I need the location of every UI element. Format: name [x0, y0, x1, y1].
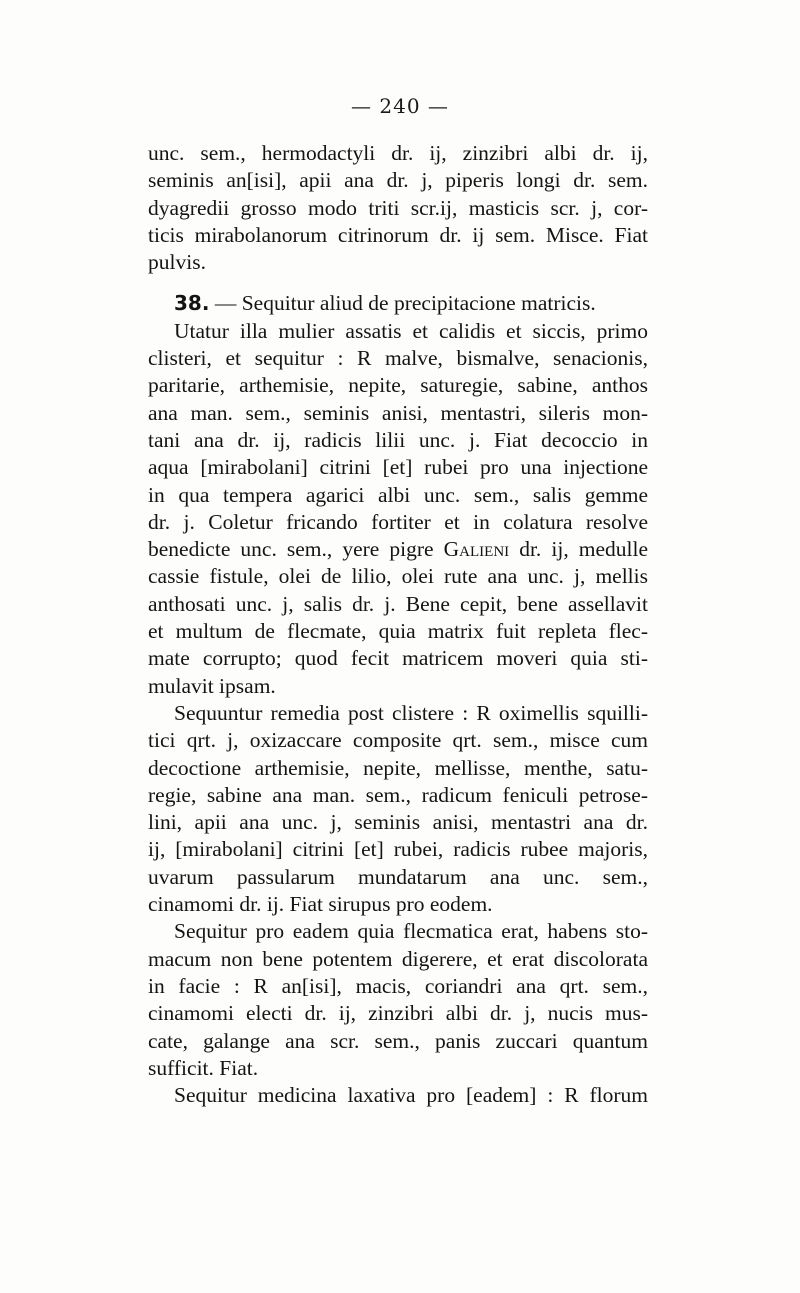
- text-line: cassie fistule, olei de lilio, olei rute ana unc. j, mellis: [148, 564, 648, 589]
- text-line: regie, sabine ana man. sem., radicum feniculi petrose-: [148, 782, 648, 807]
- text-line: mate corrupto; quod fecit matricem moveri quia sti-: [148, 646, 648, 671]
- page-number: — 240 —: [351, 94, 449, 118]
- paragraph-gap: [148, 276, 648, 290]
- text-line: Sequitur pro eadem quia flecmatica erat, habens sto-: [174, 919, 648, 944]
- text-line: pulvis.: [148, 250, 206, 275]
- paragraph-5: [148, 918, 648, 1082]
- text-line: Utatur illa mulier assatis et calidis et siccis, primo: [174, 318, 648, 343]
- text-segment: benedicte unc. sem., yere pigre: [148, 537, 434, 562]
- text-line: et multum de flecmate, quia matrix fuit repleta flec-: [148, 619, 648, 644]
- page-body: [148, 140, 648, 1109]
- section-heading-line: [148, 290, 648, 317]
- text-line: paritarie, arthemisie, nepite, saturegie, sabine, anthos: [148, 373, 648, 398]
- section-number: 38.: [174, 291, 210, 316]
- author-name: Galieni: [443, 537, 510, 562]
- text-line: ticis mirabolanorum citrinorum dr. ij sem. Misce. Fiat: [148, 222, 648, 247]
- paragraph-3: [148, 318, 648, 700]
- text-line: cate, galange ana scr. sem., panis zuccari quantum: [148, 1028, 648, 1053]
- text-line: sufficit. Fiat.: [148, 1055, 259, 1080]
- section-heading-text: — Sequitur aliud de precipitacione matricis.: [209, 291, 596, 316]
- text-line: macum non bene potentem digerere, et erat discolorata: [148, 946, 648, 971]
- text-line: lini, apii ana unc. j, seminis anisi, mentastri ana dr.: [148, 810, 648, 835]
- text-line: aqua [mirabolani] citrini [et] rubei pro una injectione: [148, 455, 648, 480]
- text-line: Sequitur medicina laxativa pro [eadem] : R florum: [174, 1083, 648, 1108]
- text-line: unc. sem., hermodactyli dr. ij, zinzibri albi dr. ij,: [148, 141, 648, 165]
- text-line: in qua tempera agarici albi unc. sem., salis gemme: [148, 482, 648, 507]
- paragraph-1: [148, 140, 648, 276]
- text-line: dyagredii grosso modo triti scr.ij, masticis scr. j, cor-: [148, 195, 648, 220]
- text-line: tici qrt. j, oxizaccare composite qrt. sem., misce cum: [148, 728, 648, 753]
- text-line: dr. j. Coletur fricando fortiter et in colatura resolve: [148, 509, 648, 534]
- text-segment: dr. ij, medulle: [509, 537, 649, 562]
- text-line: seminis an[isi], apii ana dr. j, piperis longi dr. sem.: [148, 168, 648, 193]
- text-line: [148, 536, 648, 563]
- paragraph-4: [148, 700, 648, 918]
- paragraph-6: [148, 1082, 648, 1109]
- text-line: mulavit ipsam.: [148, 673, 276, 698]
- text-line: cinamomi electi dr. ij, zinzibri albi dr. j, nucis mus-: [148, 1001, 648, 1026]
- text-line: anthosati unc. j, salis dr. j. Bene cepit, bene assellavit: [148, 591, 648, 616]
- text-line: tani ana dr. ij, radicis lilii unc. j. Fiat decoccio in: [148, 427, 648, 452]
- text-line: ana man. sem., seminis anisi, mentastri, sileris mon-: [148, 400, 648, 425]
- text-line: in facie : R an[isi], macis, coriandri ana qrt. sem.,: [148, 973, 648, 998]
- text-line: uvarum passularum mundatarum ana unc. sem.,: [148, 864, 648, 889]
- text-line: clisteri, et sequitur : R malve, bismalve, senacionis,: [148, 346, 648, 371]
- text-line: decoctione arthemisie, nepite, mellisse, menthe, satu-: [148, 755, 648, 780]
- text-line: ij, [mirabolani] citrini [et] rubei, radicis rubee majoris,: [148, 837, 648, 862]
- section-38-heading: [148, 290, 648, 317]
- text-line: Sequuntur remedia post clistere : R oximellis squilli-: [174, 700, 648, 725]
- text-line: cinamomi dr. ij. Fiat sirupus pro eodem.: [148, 892, 493, 917]
